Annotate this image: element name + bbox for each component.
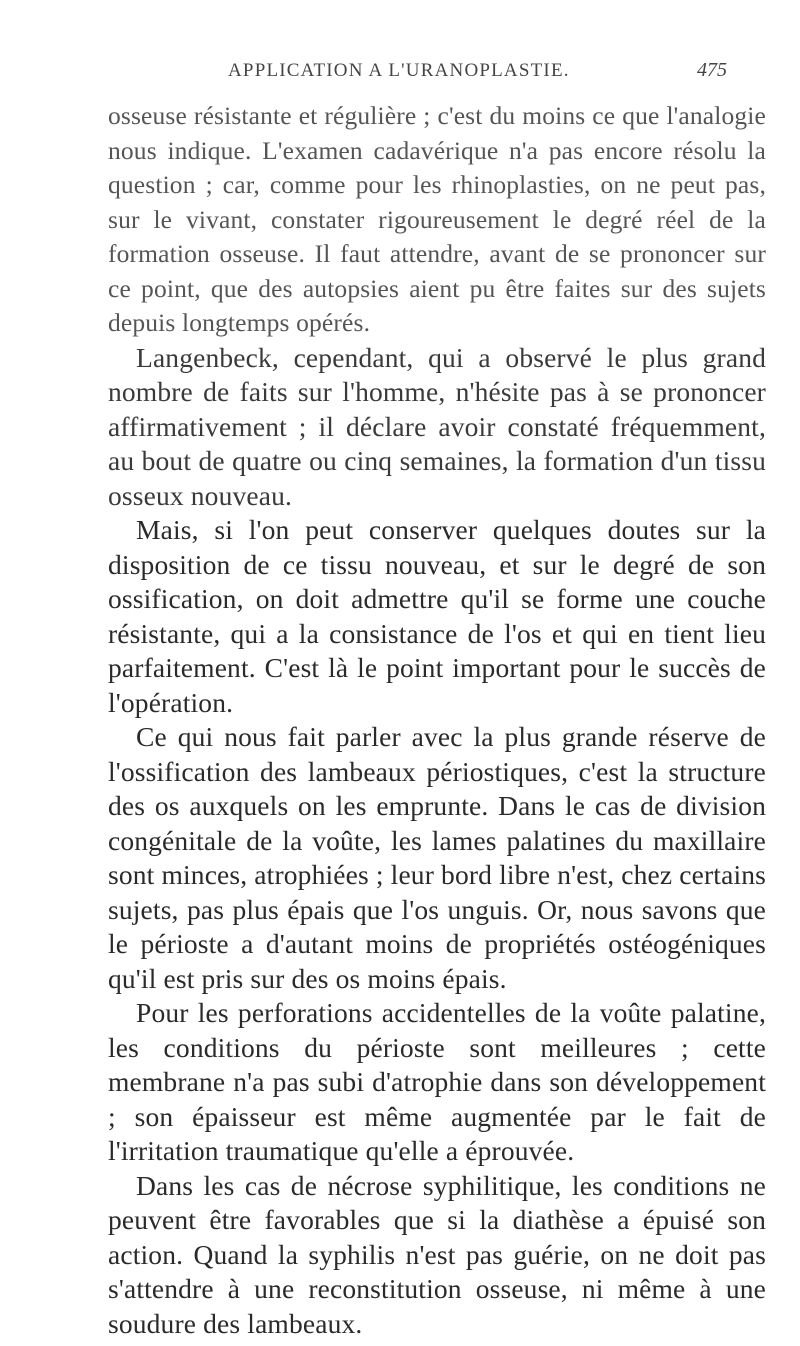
paragraph: Ce qui nous fait parler avec la plus grande réserve de l'ossification des lambeaux périostiques, c'est la structure des os auxquels on les emprunte. Dans le cas de division congénitale de la voûte, les lames palatines du maxillaire sont minces, atrophiées ; leur bord libre n'est, chez certains sujets, pas plus épais que l'os unguis. Or, nous savons que le périoste a d'autant moins de propriétés ostéogéniques qu'il est pris sur des os moins épais. (108, 721, 766, 994)
paragraph: Pour les perforations accidentelles de la voûte palatine, les conditions du périoste sont meilleures ; cette membrane n'a pas subi d'atrophie dans son développement ; son épaisseur est même augmentée par le fait de l'irritation traumatique qu'elle a éprouvée. (108, 997, 766, 1166)
running-head: APPLICATION A L'URANOPLASTIE. (228, 60, 570, 81)
page-number: 475 (697, 59, 727, 81)
paragraph: Langenbeck, cependant, qui a observé le plus grand nombre de faits sur l'homme, n'hésite pas à se prononcer affirmativement ; il déclare avoir constaté fréquemment, au bout de quatre ou cinq semaines, la formation d'un tissu osseux nouveau. (108, 341, 766, 511)
body-text (108, 99, 766, 1341)
paragraph: osseuse résistante et régulière ; c'est du moins ce que l'analogie nous indique. L'examen cadavérique n'a pas encore résolu la question ; car, comme pour les rhinoplasties, on ne peut pas, sur le vivant, constater rigoureusement le degré réel de la formation osseuse. Il faut attendre, avant de se prononcer sur ce point, que des autopsies aient pu être faites sur des sujets depuis longtemps opérés. (108, 101, 766, 337)
paragraph: Dans les cas de nécrose syphilitique, les conditions ne peuvent être favorables que si la diathèse a épuisé son action. Quand la syphilis n'est pas guérie, on ne doit pas s'attendre à une reconstitution osseuse, ni même à une soudure des lambeaux. (108, 1169, 766, 1339)
paragraph: Mais, si l'on peut conserver quelques doutes sur la disposition de ce tissu nouveau, et sur le degré de son ossification, on doit admettre qu'il se forme une couche résistante, qui a la consistance de l'os et qui en tient lieu parfaitement. C'est là le point important pour le succès de l'opération. (108, 514, 766, 718)
page-header (0, 58, 800, 84)
